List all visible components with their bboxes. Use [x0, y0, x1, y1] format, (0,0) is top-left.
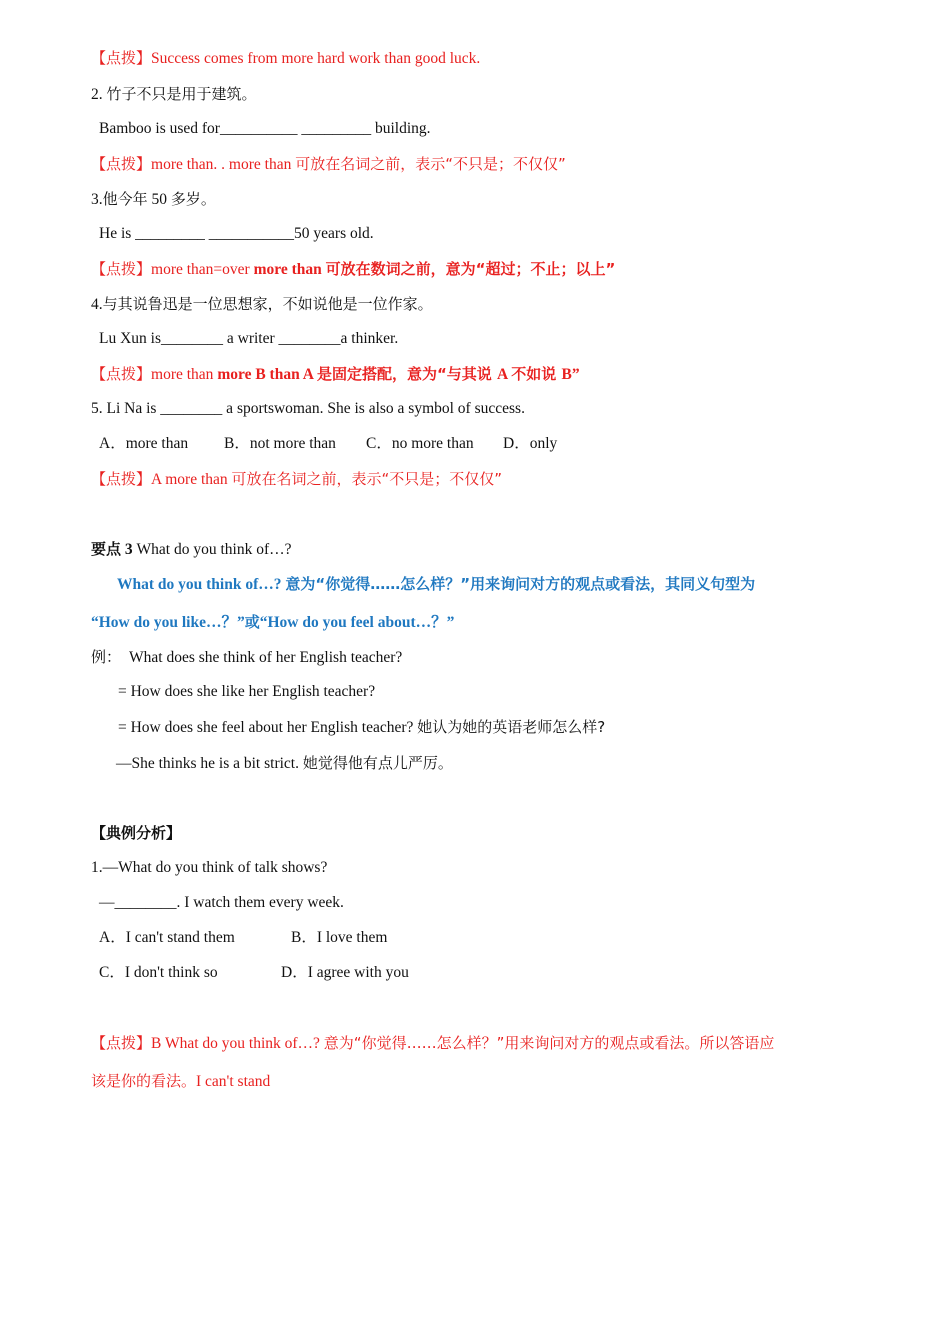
question-cn: 与其说鲁迅是一位思想家，不如说他是一位作家。: [102, 295, 433, 313]
analysis-question-1-line-1: 1.—What do you think of talk shows?: [91, 859, 328, 876]
hint-text: Success comes from more hard work than good luck.: [151, 50, 481, 67]
hint-cn: 意为“你觉得……怎么样？”用来询问对方的观点或看法。所以答语应: [323, 1034, 775, 1052]
example-label: 例：: [91, 648, 122, 666]
question-number-value: 50: [147, 191, 171, 208]
option-d: D．I agree with you: [281, 964, 409, 981]
question-cn: 他今年: [102, 190, 148, 208]
point-number: 3: [121, 541, 137, 558]
question-number: 4.: [91, 296, 103, 313]
hint-en: more than=over: [151, 261, 254, 278]
example-cn: 她认为她的英语老师怎么样?: [417, 718, 606, 736]
option-c: C．I don't think so: [99, 964, 218, 981]
question-4-sentence: Lu Xun is________ a writer ________a thinker.: [99, 330, 399, 347]
analysis-hint-line-1: [91, 1032, 774, 1055]
hint-en: more than. . more than: [151, 156, 296, 173]
hint-cn: 不如说: [511, 365, 562, 383]
hint-label: 【点拨】: [91, 49, 152, 67]
option-d: D．only: [503, 435, 558, 452]
question-cn: 多岁。: [170, 190, 216, 208]
question-3-hint: [91, 258, 615, 281]
explain-en: “How do you feel about…？”: [259, 614, 455, 631]
option-a: A．I can't stand them: [99, 929, 235, 946]
example-cn: 她觉得他有点儿严厉。: [302, 754, 453, 772]
example-text: What does she think of her English teacher?: [129, 649, 403, 666]
analysis-hint-line-2: [91, 1070, 270, 1093]
question-cn: 竹子不只是用于建筑。: [106, 85, 257, 103]
analysis-question-1-line-2: —________. I watch them every week.: [99, 894, 344, 911]
hint-en: I can't stand: [196, 1073, 271, 1090]
explain-en: What do you think of…?: [117, 576, 286, 593]
option-b: B．not more than: [224, 435, 336, 452]
question-2-sentence: Bamboo is used for__________ _________ building.: [99, 120, 431, 137]
analysis-options-row-1: [99, 927, 387, 949]
hint-en-bold: A: [497, 366, 512, 383]
example-text: —She thinks he is a bit strict.: [116, 755, 303, 772]
hint-en-bold: B”: [561, 366, 580, 383]
hint-cn: 可放在名词之前，表示“不只是；不仅仅”: [295, 155, 566, 173]
hint-cn: 是固定搭配，意为“与其说: [316, 365, 498, 383]
example-line-1: [91, 646, 402, 669]
hint-line: [91, 47, 480, 70]
question-3-prompt: [91, 188, 216, 211]
analysis-options-row-2: [99, 962, 409, 984]
hint-cn: 可放在数词之前，意为“超过；不止；以上”: [325, 260, 616, 278]
question-5-sentence: 5. Li Na is ________ a sportswoman. She is also a symbol of success.: [91, 400, 525, 417]
hint-label: 【点拨】: [91, 365, 152, 383]
hint-label: 【点拨】: [91, 260, 152, 278]
question-number: 3.: [91, 191, 103, 208]
point-title: What do you think of…?: [136, 541, 292, 558]
question-4-prompt: [91, 293, 433, 316]
hint-label: 【点拨】: [91, 1034, 152, 1052]
example-text: = How does she feel about her English teacher?: [118, 719, 418, 736]
hint-label: 【点拨】: [91, 470, 152, 488]
question-5-options: [99, 433, 557, 455]
question-5-hint: [91, 468, 502, 491]
hint-en: B What do you think of…?: [151, 1035, 324, 1052]
option-c: C．no more than: [366, 435, 474, 452]
point-label: 要点: [91, 540, 122, 558]
question-2-hint: [91, 153, 566, 176]
point-3-explanation-line-1: [117, 573, 755, 596]
hint-cn: 可放在名词之前，表示“不只是；不仅仅”: [231, 470, 503, 488]
example-line-4: [116, 752, 453, 775]
hint-en-bold: more B than A: [217, 366, 317, 383]
option-a: A．more than: [99, 435, 189, 452]
hint-en: more than: [151, 366, 218, 383]
question-number: 2.: [91, 86, 107, 103]
point-3-heading: [91, 538, 292, 561]
hint-en: A more than: [151, 471, 232, 488]
question-2-prompt: [91, 83, 257, 106]
example-line-2: = How does she like her English teacher?: [118, 683, 376, 700]
explain-cn: 或: [244, 613, 260, 631]
hint-cn: 该是你的看法。: [91, 1072, 197, 1090]
option-b: B．I love them: [291, 929, 388, 946]
example-line-3: [118, 716, 605, 739]
explain-cn: 意为“你觉得……怎么样？”用来询问对方的观点或看法，其同义句型为: [285, 575, 756, 593]
hint-en-bold: more than: [253, 261, 326, 278]
question-3-sentence: He is _________ ___________50 years old.: [99, 225, 374, 242]
analysis-heading: 【典例分析】: [91, 824, 182, 842]
point-3-explanation-line-2: [91, 611, 454, 634]
question-4-hint: [91, 363, 580, 386]
explain-en: “How do you like…？”: [91, 614, 245, 631]
hint-label: 【点拨】: [91, 155, 152, 173]
